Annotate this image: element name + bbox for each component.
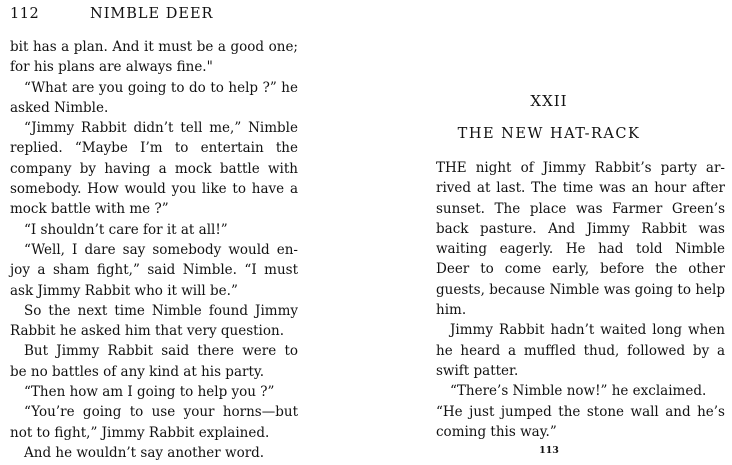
text-line: ask Jimmy Rabbit who it will be.” xyxy=(10,282,238,299)
right-page xyxy=(366,0,732,465)
text-line: swift patter. xyxy=(436,362,519,379)
text-line: not to fight,” Jimmy Rabbit explained. xyxy=(10,424,270,441)
text-line: replied. “Maybe I’m to entertain the xyxy=(10,140,298,157)
text-line: Deer to come early, before the other xyxy=(436,261,725,278)
running-head xyxy=(10,6,356,26)
text-line: Rabbit he asked him that very question. xyxy=(10,323,284,340)
page-number: 112 xyxy=(10,6,40,22)
page-number: 113 xyxy=(539,445,559,456)
text-line: “Jimmy Rabbit didn’t tell me,” Nimble xyxy=(24,120,298,137)
text-line: “What are you going to do to help ?” he xyxy=(24,79,298,96)
text-line: coming this way.” xyxy=(436,423,557,440)
text-line: bit has a plan. And it must be a good one; xyxy=(10,39,298,55)
text-line: waiting eagerly. He had told Nimble xyxy=(436,241,725,258)
text-line: THE night of Jimmy Rabbit’s party ar- xyxy=(436,160,725,176)
text-line: “Then how am I going to help you ?” xyxy=(24,384,275,401)
text-line: company by having a mock battle with xyxy=(10,160,298,177)
text-line: “There’s Nimble now!” he exclaimed. xyxy=(450,383,707,400)
text-line: “He just jumped the stone wall and he’s xyxy=(436,403,725,420)
left-page-text xyxy=(10,37,298,463)
text-line: “You’re going to use your horns—but xyxy=(24,404,298,421)
chapter-title: THE NEW HAT-RACK xyxy=(457,126,641,142)
text-line: “Well, I dare say somebody would en- xyxy=(24,241,298,258)
text-line: asked Nimble. xyxy=(10,99,109,116)
text-line: So the next time Nimble found Jimmy xyxy=(24,302,298,319)
text-line: “I shouldn’t care for it at all!” xyxy=(24,221,228,238)
text-line: he heard a muffled thud, followed by a xyxy=(436,342,725,359)
chapter-number: XXII xyxy=(530,92,568,110)
text-line: rived at last. The time was an hour after xyxy=(436,180,725,197)
text-line: back pasture. And Jimmy Rabbit was xyxy=(436,220,725,237)
text-line: him. xyxy=(436,302,467,319)
text-line: guests, because Nimble was going to help xyxy=(436,281,725,298)
running-head-title: NIMBLE DEER xyxy=(90,6,214,22)
text-line: And he wouldn’t say another word. xyxy=(24,444,265,461)
text-line: But Jimmy Rabbit said there were to xyxy=(24,343,298,360)
text-line: be no battles of any kind at his party. xyxy=(10,363,264,380)
text-line: for his plans are always fine." xyxy=(10,59,213,76)
text-line: mock battle with me ?” xyxy=(10,201,169,218)
text-line: Jimmy Rabbit hadn’t waited long when xyxy=(450,322,725,339)
right-page-text xyxy=(436,158,725,442)
text-line: joy a sham fight,” said Nimble. “I must xyxy=(10,262,298,279)
text-line: somebody. How would you like to have a xyxy=(10,181,298,198)
text-line: sunset. The place was Farmer Green’s xyxy=(436,200,725,217)
